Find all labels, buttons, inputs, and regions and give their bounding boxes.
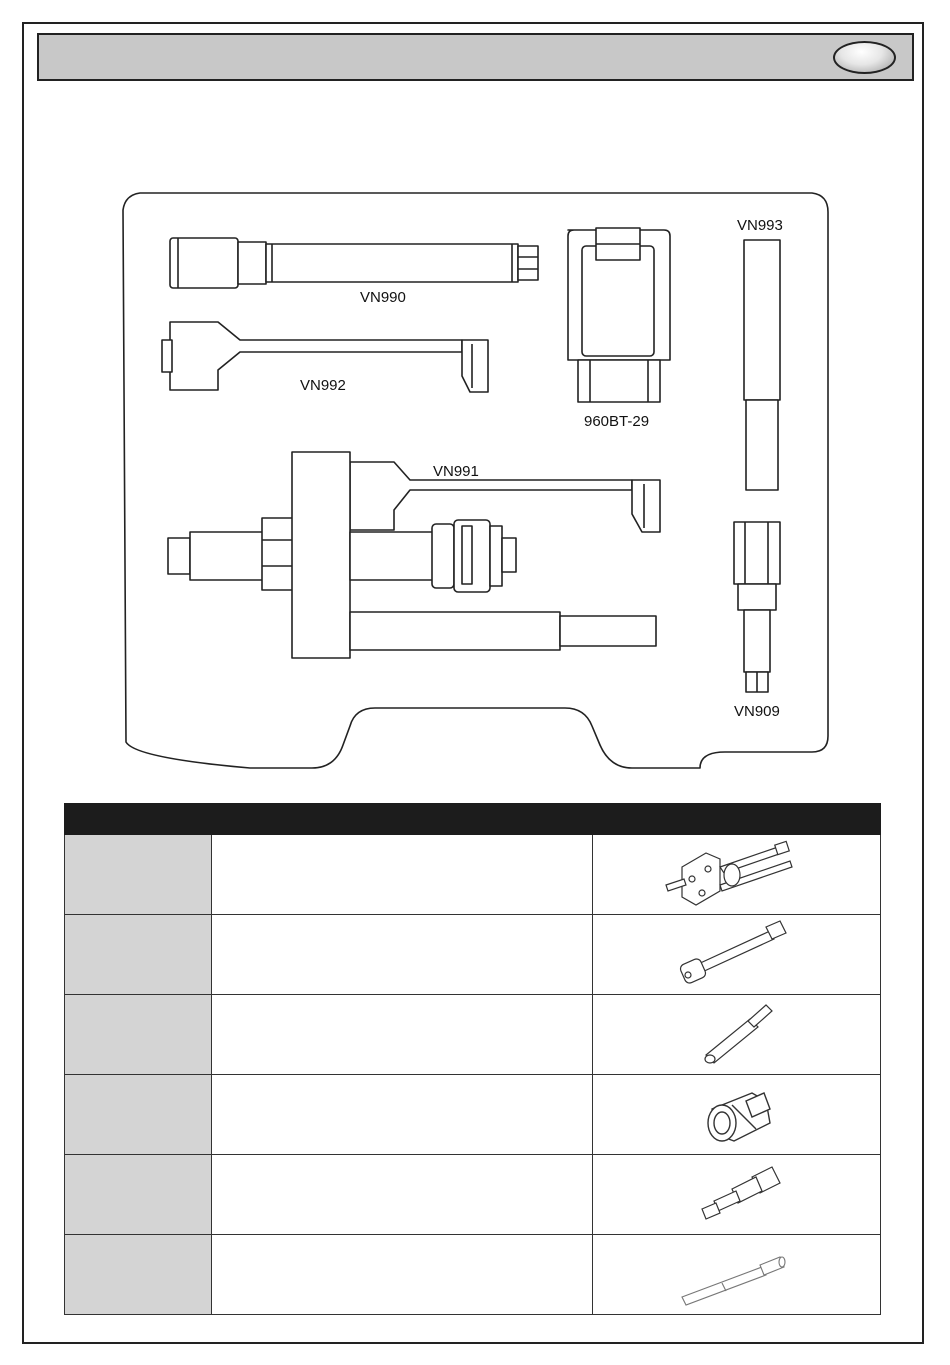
part-code bbox=[65, 1269, 211, 1281]
header-code bbox=[65, 804, 212, 835]
part-code bbox=[65, 869, 211, 881]
label-vn990: VN990 bbox=[360, 289, 406, 306]
puller-assembly-icon bbox=[662, 839, 812, 911]
header-picture bbox=[593, 804, 881, 835]
slotted-socket-icon bbox=[662, 1079, 812, 1151]
table-row bbox=[65, 1235, 881, 1315]
part-code bbox=[65, 1189, 211, 1201]
part-description bbox=[212, 1189, 592, 1201]
slim-rod-icon bbox=[662, 1239, 812, 1311]
label-960bt-29: 960BT-29 bbox=[584, 413, 650, 430]
label-vn992: VN992 bbox=[300, 377, 346, 394]
table-row bbox=[65, 995, 881, 1075]
part-code bbox=[65, 949, 211, 961]
vn993-tool bbox=[744, 240, 780, 490]
hex-bit-socket-icon bbox=[662, 1159, 812, 1231]
vn990-tool bbox=[170, 238, 538, 288]
header-description bbox=[212, 804, 593, 835]
label-vn909: VN909 bbox=[734, 703, 780, 720]
parts-table bbox=[64, 803, 881, 1315]
part-code bbox=[65, 1109, 211, 1121]
label-vn993: VN993 bbox=[737, 217, 783, 234]
table-row bbox=[65, 915, 881, 995]
part-description bbox=[212, 1269, 592, 1281]
part-description bbox=[212, 949, 592, 961]
table-header-row bbox=[65, 804, 881, 835]
part-code bbox=[65, 1029, 211, 1041]
part-description bbox=[212, 1109, 592, 1121]
label-vn991: VN991 bbox=[433, 463, 479, 480]
long-bolt-icon bbox=[662, 919, 812, 991]
table-row bbox=[65, 1075, 881, 1155]
960bt-29-tool bbox=[568, 228, 670, 402]
table-row bbox=[65, 835, 881, 915]
part-description bbox=[212, 869, 592, 881]
table-row bbox=[65, 1155, 881, 1235]
part-description bbox=[212, 1029, 592, 1041]
pin-icon bbox=[662, 999, 812, 1071]
